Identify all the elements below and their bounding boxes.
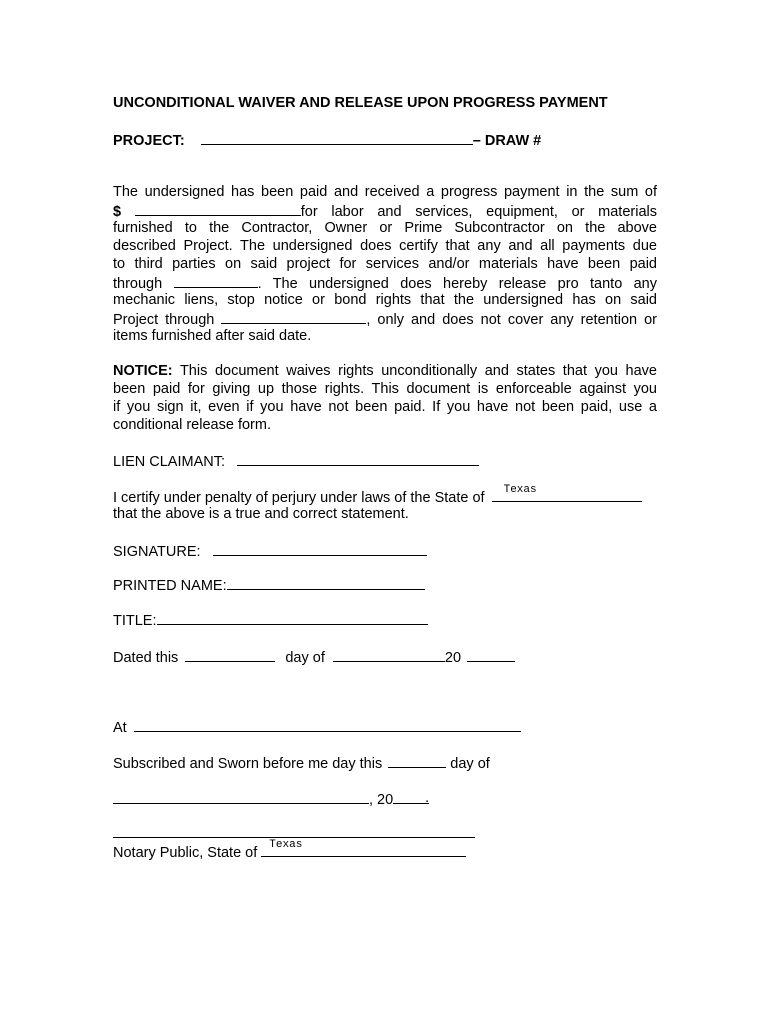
draw-label: – DRAW #	[472, 133, 542, 149]
lien-claimant-field[interactable]	[237, 451, 479, 466]
at-label: At	[113, 720, 127, 736]
subscribed-day-field[interactable]	[388, 753, 446, 768]
payment-amount-field[interactable]	[135, 201, 301, 216]
notice-label: NOTICE:	[113, 363, 173, 379]
certify-line	[113, 484, 642, 507]
sworn-date-field[interactable]	[113, 789, 369, 804]
dated-day-of-label: day of	[285, 650, 325, 666]
title-label: TITLE:	[113, 613, 157, 629]
subscribed-text: Subscribed and Sworn before me day this	[113, 756, 383, 772]
body-row	[113, 309, 657, 327]
notice-row: NOTICE: This document waives rights unconditionally and states that you have	[113, 363, 657, 379]
at-line	[113, 717, 521, 737]
dated-day-field[interactable]	[185, 647, 275, 662]
notary-label: Notary Public, State of	[113, 845, 258, 861]
subscribed-line	[113, 753, 490, 773]
certify-line-2: that the above is a true and correct statement.	[113, 506, 409, 522]
project-line	[113, 130, 541, 150]
project-through-date-field[interactable]	[221, 309, 366, 324]
body-row-text: through	[113, 276, 163, 292]
signature-label: SIGNATURE:	[113, 544, 201, 560]
dated-month-field[interactable]	[333, 647, 445, 662]
printed-name-field[interactable]	[227, 575, 425, 590]
certify-text: I certify under penalty of perjury under laws of the State of	[113, 490, 485, 506]
body-row	[113, 273, 657, 291]
project-label: PROJECT:	[113, 133, 185, 149]
body-paragraph	[113, 183, 657, 345]
body-row: mechanic liens, stop notice or bond rights that the undersigned has on said	[113, 292, 657, 308]
notice-row: if you sign it, even if you have not been paid. If you have not been paid, use a	[113, 399, 657, 415]
at-location-field[interactable]	[134, 717, 521, 732]
notary-state-value: Texas	[269, 839, 303, 851]
body-row-text: Project through	[113, 312, 215, 328]
body-row: The undersigned has been paid and received a progress payment in the sum of	[113, 184, 657, 200]
certify-state-field[interactable]	[492, 484, 642, 502]
signature-field[interactable]	[213, 541, 427, 556]
body-row: items furnished after said date.	[113, 328, 312, 344]
body-row-text: , only and does not cover any retention or	[366, 312, 657, 328]
project-field[interactable]	[201, 130, 473, 145]
notary-state-field[interactable]	[261, 839, 466, 857]
dated-this-label: Dated this	[113, 650, 179, 666]
sworn-year-prefix: , 20	[369, 792, 394, 808]
dated-year-prefix: 20	[444, 650, 462, 666]
notice-row: conditional release form.	[113, 417, 271, 433]
printed-name-line	[113, 575, 425, 595]
body-row: furnished to the Contractor, Owner or Prime Subcontractor on the above	[113, 220, 657, 236]
lien-claimant-line	[113, 451, 479, 471]
document-title: UNCONDITIONAL WAIVER AND RELEASE UPON PROGRESS PAYMENT	[113, 95, 608, 111]
body-row	[113, 201, 657, 219]
title-field[interactable]	[157, 610, 428, 625]
certify-state-value: Texas	[503, 484, 537, 496]
dated-year-field[interactable]	[467, 647, 515, 662]
through-date-field[interactable]	[174, 273, 258, 288]
subscribed-day-of-label: day of	[450, 756, 490, 772]
notice-paragraph	[113, 362, 657, 434]
sworn-year-line	[113, 789, 429, 809]
body-row: to third parties on said project for services and/or materials have been paid	[113, 256, 657, 272]
signature-line	[113, 541, 427, 561]
lien-claimant-label: LIEN CLAIMANT:	[113, 454, 225, 470]
body-row-text: for labor and services, equipment, or materials	[300, 204, 657, 220]
dollar-sign: $	[113, 204, 122, 220]
printed-name-label: PRINTED NAME:	[113, 578, 227, 594]
body-row-text: . The undersigned does hereby release pro tanto any	[257, 276, 657, 292]
dated-line	[113, 647, 515, 667]
title-line	[113, 610, 428, 630]
sworn-year-field[interactable]: .	[393, 789, 429, 804]
notary-line	[113, 839, 466, 862]
body-row: described Project. The undersigned does certify that any and all payments due	[113, 238, 657, 254]
notice-row: been paid for giving up those rights. This document is enforceable against you	[113, 381, 657, 397]
